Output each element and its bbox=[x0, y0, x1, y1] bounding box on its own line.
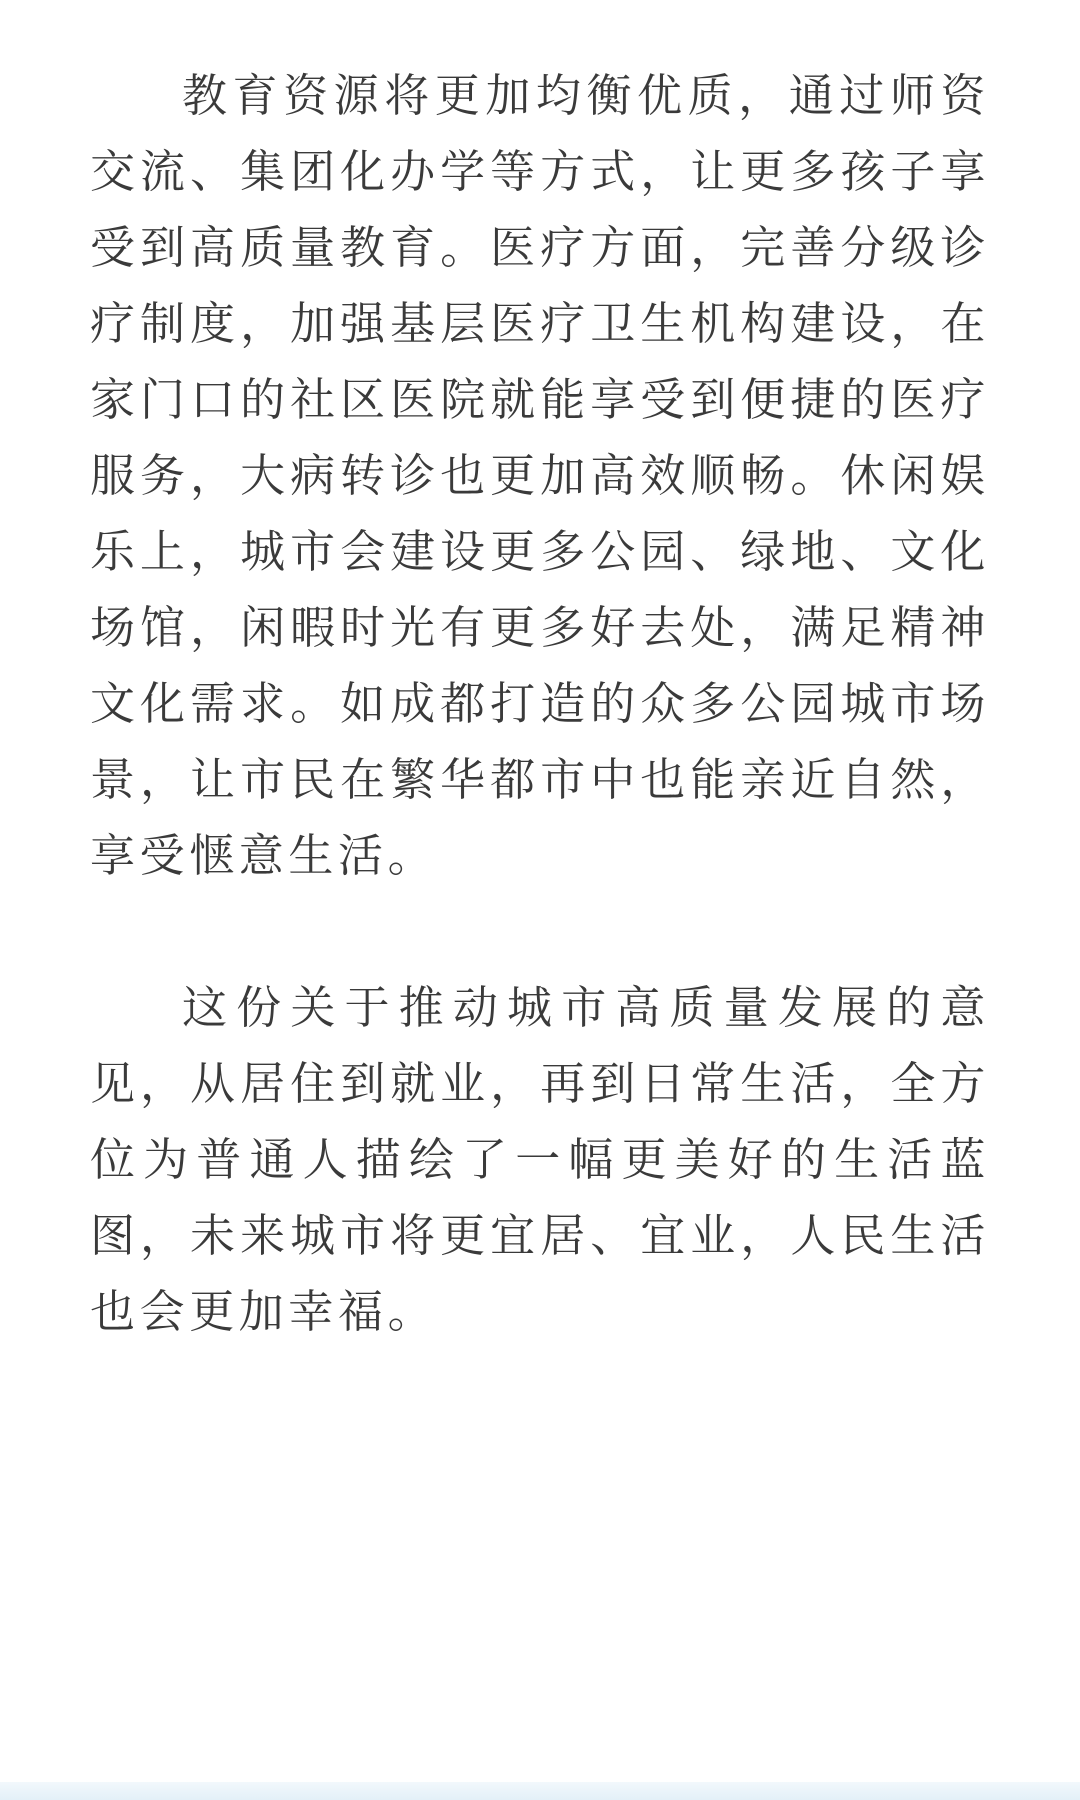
article-paragraph: 这份关于推动城市高质量发展的意见，从居住到就业，再到日常生活，全方位为普通人描绘了一幅更美好的生活蓝图，未来城市将更宜居、宜业，人民生活也会更加幸福。 bbox=[90, 981, 990, 1338]
bottom-decorative-band bbox=[0, 1782, 1080, 1800]
article-paragraph: 教育资源将更加均衡优质，通过师资交流、集团化办学等方式，让更多孩子享受到高质量教育。医疗方面，完善分级诊疗制度，加强基层医疗卫生机构建设，在家门口的社区医院就能享受到便捷的医疗服务，大病转诊也更加高效顺畅。休闲娱乐上，城市会建设更多公园、绿地、文化场馆，闲暇时光有更多好去处，满足精神文化需求。如成都打造的众多公园城市场景，让市民在繁华都市中也能亲近自然，享受惬意生活。 bbox=[90, 69, 990, 882]
article-body bbox=[90, 58, 990, 1350]
